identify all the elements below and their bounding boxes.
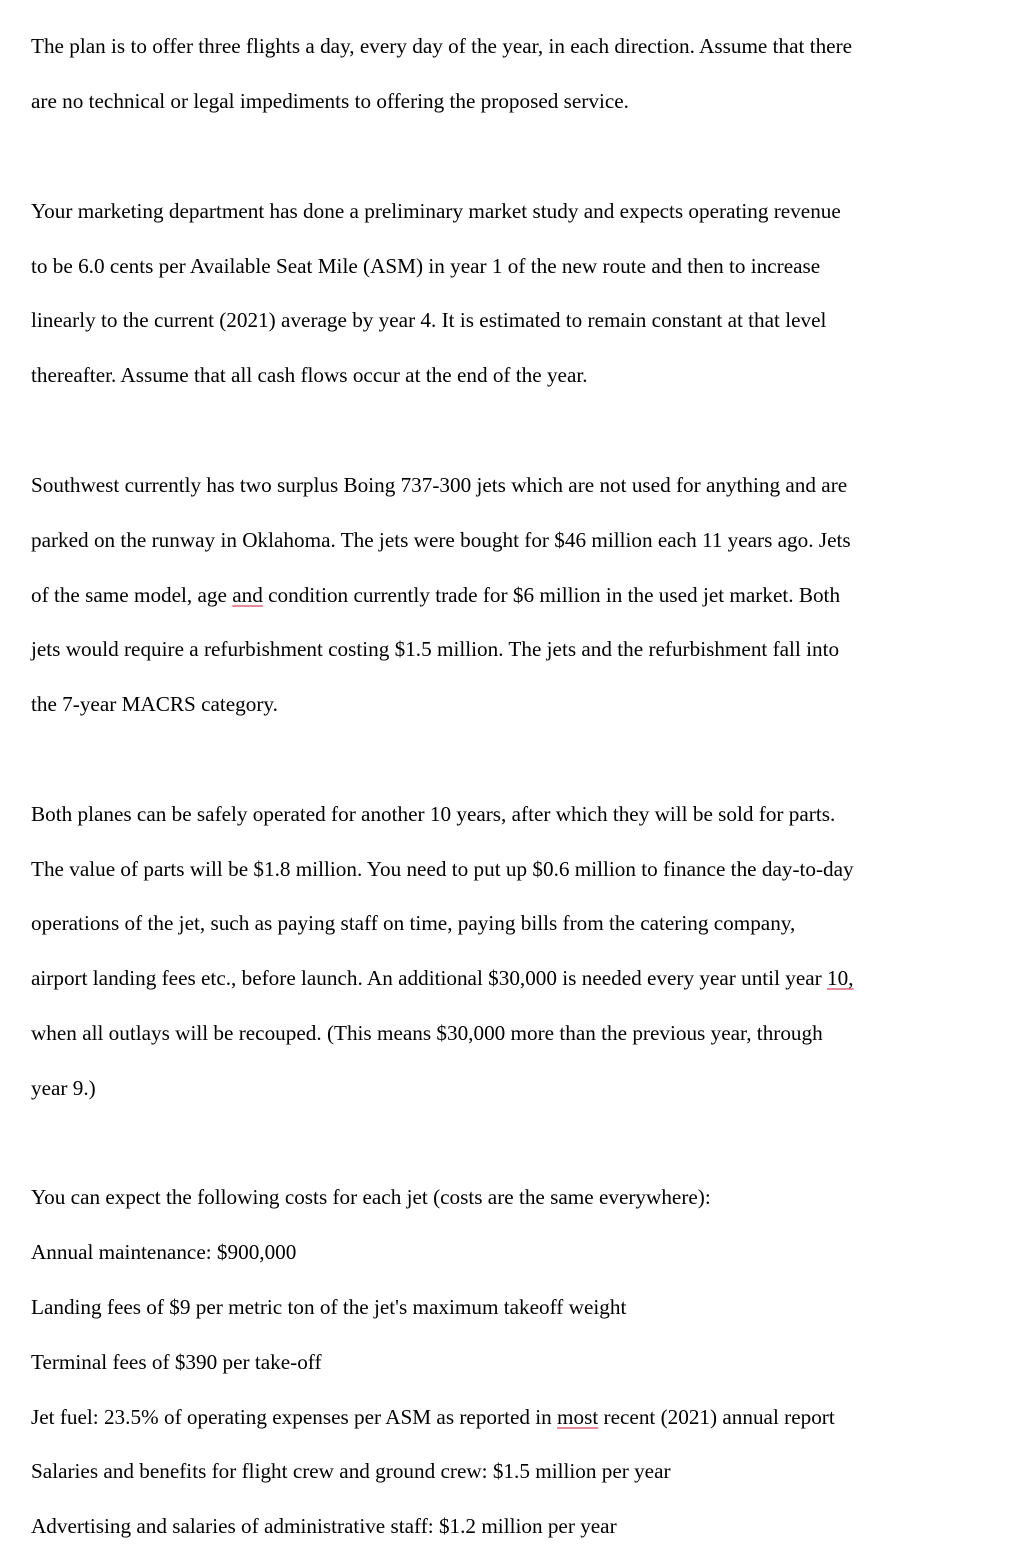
text-line: year 9.) bbox=[31, 1075, 96, 1100]
spellcheck-underline: most bbox=[557, 1404, 599, 1429]
text-line: Southwest currently has two surplus Boing 737-300 jets which are not used for anything and are bbox=[31, 472, 848, 497]
text-line: operations of the jet, such as paying staff on time, paying bills from the catering company, bbox=[31, 911, 796, 936]
text-line: of the same model, age and condition currently trade for $6 million in the used jet market. Both bbox=[31, 582, 841, 607]
paragraph-costs bbox=[31, 1157, 1006, 1568]
paragraph-marketing-study bbox=[31, 170, 1006, 417]
paragraph-surplus-jets bbox=[31, 444, 1006, 745]
text-line: thereafter. Assume that all cash flows occur at the end of the year. bbox=[31, 363, 588, 388]
text-line: jets would require a refurbishment costing $1.5 million. The jets and the refurbishment fall into bbox=[31, 637, 840, 662]
text-line: You can expect the following costs for each jet (costs are the same everywhere): bbox=[31, 1185, 711, 1210]
text-line: Jet fuel: 23.5% of operating expenses per ASM as reported in most recent (2021) annual report bbox=[31, 1404, 835, 1429]
text-line: Both planes can be safely operated for another 10 years, after which they will be sold for parts. bbox=[31, 801, 836, 826]
paragraph-operations bbox=[31, 773, 1006, 1129]
text-line: Terminal fees of $390 per take-off bbox=[31, 1349, 322, 1374]
spellcheck-underline: and bbox=[232, 582, 263, 607]
text-line: to be 6.0 cents per Available Seat Mile (ASM) in year 1 of the new route and then to increase bbox=[31, 253, 821, 278]
text-line: airport landing fees etc., before launch. An additional $30,000 is needed every year until year 10, bbox=[31, 966, 854, 991]
text-line: Annual maintenance: $900,000 bbox=[31, 1240, 297, 1265]
text-line: Your marketing department has done a preliminary market study and expects operating revenue bbox=[31, 198, 841, 223]
text-line: when all outlays will be recouped. (This means $30,000 more than the previous year, through bbox=[31, 1020, 823, 1045]
paragraph-flight-plan bbox=[31, 6, 1006, 143]
text-line: Advertising and salaries of administrative staff: $1.2 million per year bbox=[31, 1514, 617, 1539]
text-line: the 7-year MACRS category. bbox=[31, 692, 278, 717]
text-line: parked on the runway in Oklahoma. The jets were bought for $46 million each 11 years ago. Jets bbox=[31, 527, 851, 552]
text-line: linearly to the current (2021) average by year 4. It is estimated to remain constant at that level bbox=[31, 308, 827, 333]
document-body bbox=[31, 6, 1006, 1568]
text-line: are no technical or legal impediments to offering the proposed service. bbox=[31, 89, 629, 114]
text-line: The value of parts will be $1.8 million. You need to put up $0.6 million to finance the day-to-day bbox=[31, 856, 854, 881]
text-line: Landing fees of $9 per metric ton of the jet's maximum takeoff weight bbox=[31, 1295, 627, 1320]
text-line: The plan is to offer three flights a day, every day of the year, in each direction. Assume that there bbox=[31, 34, 853, 59]
spellcheck-underline: 10, bbox=[827, 966, 854, 991]
text-line: Salaries and benefits for flight crew and ground crew: $1.5 million per year bbox=[31, 1459, 671, 1484]
